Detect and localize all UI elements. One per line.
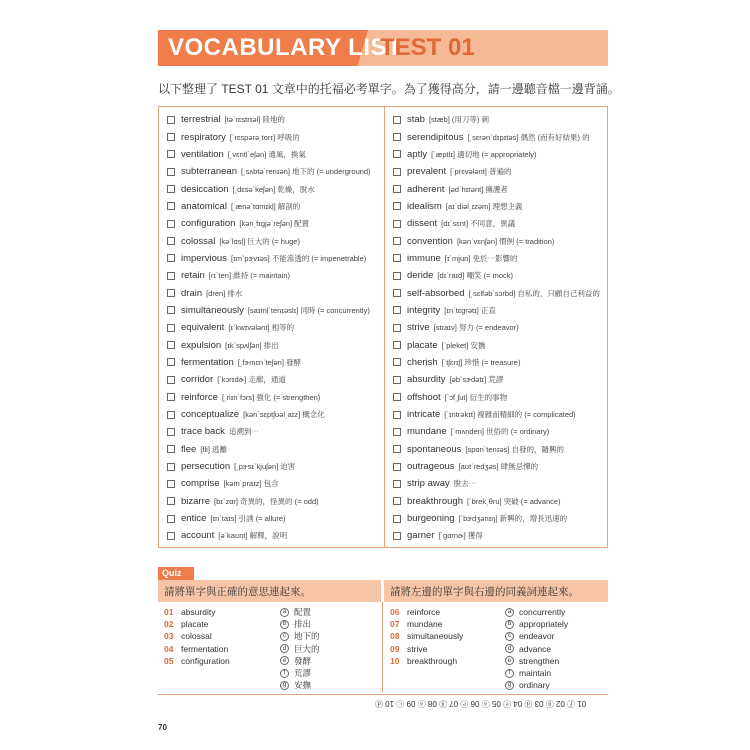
vocab-item [167, 198, 385, 215]
vocab-item [393, 146, 605, 163]
vocab-checkbox[interactable] [167, 306, 175, 314]
vocab-item [393, 250, 605, 267]
vocab-item [167, 163, 385, 180]
quiz-word-row [390, 630, 463, 642]
quiz-word: mundane [407, 619, 443, 630]
vocab-item [167, 232, 385, 249]
quiz-word-row [390, 655, 463, 667]
vocab-gloss: [͵dɛsə`keʃən] 乾燥，脫水 [232, 184, 315, 194]
vocab-word: dissent [407, 218, 438, 230]
vocab-item [167, 510, 385, 527]
vocab-item [167, 475, 385, 492]
vocab-item [393, 302, 605, 319]
vocab-item [167, 423, 385, 440]
vocab-gloss: [aʊt`redʒəs] 肆無忌憚的 [458, 462, 539, 472]
vocab-item [167, 146, 385, 163]
vocab-word: breakthrough [407, 495, 463, 507]
quiz-word-row [164, 643, 230, 655]
vocab-item [393, 510, 605, 527]
vocab-word: ventilation [181, 148, 224, 160]
quiz-word-row [390, 606, 463, 618]
vocab-word: persecution [181, 461, 231, 473]
quiz-option-text: ordinary [519, 680, 550, 691]
vocab-word: convention [407, 235, 453, 247]
quiz-option-row [505, 655, 568, 667]
vocab-item [167, 389, 385, 406]
quiz-option-letter: b [280, 620, 289, 629]
vocab-checkbox[interactable] [393, 324, 401, 332]
vocab-checkbox[interactable] [167, 515, 175, 523]
vocab-item [393, 180, 605, 197]
vocab-item [393, 215, 605, 232]
vocab-item [393, 493, 605, 510]
quiz-word-row [164, 606, 230, 618]
vocab-gloss: [ɪ`mjun] 免於⋯影響的 [444, 253, 518, 263]
vocab-word: absurdity [407, 374, 446, 386]
vocab-gloss: [`ɔf͵ʃut] 衍生的事物 [444, 392, 508, 402]
vocab-word: comprise [181, 478, 220, 490]
vocab-word: trace back [181, 426, 225, 438]
vocab-checkbox[interactable] [393, 237, 401, 245]
vocab-checkbox[interactable] [167, 463, 175, 471]
quiz-option-letter: d [280, 644, 289, 653]
vocab-gloss: [`brek͵θru] 突破 (= advance) [466, 496, 561, 506]
quiz-option-text: concurrently [519, 607, 566, 618]
quiz-word-row [390, 618, 463, 630]
quiz-option-letter: e [280, 656, 289, 665]
vocab-gloss: [ɪn`taɪs] 引誘 (= allure) [210, 514, 286, 524]
vocab-word: expulsion [181, 339, 222, 351]
vocab-word: colossal [181, 235, 216, 247]
vocab-gloss: [kən`vɛnʃən] 慣例 (= tradition) [456, 236, 555, 246]
quiz-word: breakthrough [407, 655, 458, 666]
quiz-number: 07 [390, 619, 400, 630]
vocab-item [167, 319, 385, 336]
vocab-word: stab [407, 114, 425, 126]
quiz-option-letter: b [505, 620, 514, 629]
quiz-option-row [505, 643, 568, 655]
vocab-gloss: [͵sʌbtə`renɪən] 地下的 (= underground) [240, 167, 371, 177]
vocab-item [393, 336, 605, 353]
vocab-item [393, 406, 605, 423]
vocab-word: immune [407, 252, 441, 264]
vocab-word: corridor [181, 374, 214, 386]
quiz-word: configuration [181, 655, 230, 666]
vocab-gloss: [əd`hɪrənt] 擁護者 [448, 184, 508, 194]
vocab-gloss: [ɪm`pɝvɪəs] 不能滲透的 (= impenetrable) [230, 253, 367, 263]
quiz-word-row [164, 630, 230, 642]
vocab-item [167, 406, 385, 423]
vocab-item [393, 128, 605, 145]
vocab-gloss: [͵fɝmɛn`teʃən] 發酵 [237, 357, 301, 367]
quiz-left-words [164, 606, 230, 667]
quiz-option-letter: c [505, 632, 514, 641]
quiz-option-letter: d [505, 644, 514, 653]
quiz-option-row [280, 630, 320, 642]
quiz-option-row [280, 679, 320, 691]
quiz-option-letter: f [505, 669, 514, 678]
vocab-checkbox[interactable] [393, 202, 401, 210]
quiz-left-options [280, 606, 320, 691]
quiz-word: simultaneously [407, 631, 464, 642]
vocab-word: anatomical [181, 200, 227, 212]
vocab-checkbox[interactable] [167, 116, 175, 124]
vocab-checkbox[interactable] [393, 480, 401, 488]
vocab-word: retain [181, 270, 205, 282]
quiz-option-letter: g [505, 681, 514, 690]
vocab-word: drain [181, 287, 203, 299]
quiz-number: 10 [390, 655, 400, 666]
vocab-item [393, 284, 605, 301]
vocab-item [393, 423, 605, 440]
quiz-column-divider [382, 602, 383, 692]
vocab-word: serendipitous [407, 131, 464, 143]
quiz-option-row [505, 679, 568, 691]
vocab-checkbox[interactable] [393, 341, 401, 349]
quiz-option-text: endeavor [519, 631, 555, 642]
vocab-checkbox[interactable] [167, 237, 175, 245]
vocab-gloss: [rɪ`ten] 維持 (= maintain) [208, 271, 290, 281]
vocab-gloss: [`ɪntrəkɪt] 複雜而精細的 (= complicated) [444, 410, 576, 420]
vocab-word: deride [407, 270, 434, 282]
vocab-word: prevalent [407, 166, 447, 178]
vocab-checkbox[interactable] [393, 272, 401, 280]
vocab-item [167, 527, 385, 544]
vocab-word: aptly [407, 148, 428, 160]
vocab-checkbox[interactable] [167, 324, 175, 332]
vocab-checkbox[interactable] [167, 185, 175, 193]
vocab-checkbox[interactable] [393, 289, 401, 297]
vocab-checkbox[interactable] [393, 150, 401, 158]
vocab-item [393, 319, 605, 336]
vocab-checkbox[interactable] [167, 480, 175, 488]
vocab-item [393, 232, 605, 249]
vocab-item [393, 267, 605, 284]
vocab-gloss: [͵pɝsɪ`kjuʃən] 迫害 [234, 462, 296, 472]
vocab-word: garner [407, 530, 435, 542]
vocab-checkbox[interactable] [167, 254, 175, 262]
vocab-item [393, 441, 605, 458]
vocab-word: strip away [407, 478, 450, 490]
vocab-gloss: [`prɛvələnt] 普遍的 [450, 167, 512, 177]
vocab-gloss: [`bɝdʒənɪŋ] 新興的，增長迅速的 [458, 514, 568, 524]
quiz-option-letter: f [280, 669, 289, 678]
vocab-item [167, 336, 385, 353]
vocab-gloss: 追溯到⋯ [228, 427, 259, 437]
vocab-checkbox[interactable] [393, 133, 401, 141]
vocab-checkbox[interactable] [167, 133, 175, 141]
vocab-checkbox[interactable] [393, 185, 401, 193]
vocab-list-box [158, 106, 608, 548]
vocab-checkbox[interactable] [393, 428, 401, 436]
vocab-item [167, 354, 385, 371]
vocab-word: integrity [407, 304, 441, 316]
vocab-item [167, 458, 385, 475]
title-bar [158, 30, 608, 66]
vocab-item [167, 493, 385, 510]
quiz-number: 04 [164, 643, 174, 654]
quiz-number: 02 [164, 619, 174, 630]
vocab-checkbox[interactable] [167, 202, 175, 210]
vocab-gloss: [ɪk`spʌlʃən] 排出 [225, 340, 279, 350]
quiz-bottom-rule [158, 694, 608, 695]
vocab-gloss: [fli] 逃離 [200, 444, 227, 454]
vocab-checkbox[interactable] [167, 289, 175, 297]
vocab-gloss: [dɪ`sɛnt] 不同意，異議 [441, 219, 516, 229]
quiz-word-row [390, 643, 463, 655]
vocab-word: flee [181, 443, 197, 455]
vocab-gloss: [ɪn`tɛgrətɪ] 正直 [444, 305, 496, 315]
vocab-checkbox[interactable] [393, 116, 401, 124]
quiz-option-row [280, 618, 320, 630]
vocab-gloss: [saɪmḷ`tenɪəslɪ] 同時 (= concurrently) [247, 305, 370, 315]
vocab-checkbox[interactable] [393, 532, 401, 540]
vocab-gloss: [ə`kaʊnt] 解釋，說明 [218, 531, 288, 541]
vocab-word: spontaneous [407, 443, 462, 455]
vocab-word: cherish [407, 356, 438, 368]
page-number: 70 [158, 723, 167, 732]
vocab-gloss: [`rɛspərə͵torɪ] 呼吸的 [229, 132, 300, 142]
quiz-number: 05 [164, 655, 174, 666]
vocab-gloss: [ɪ`kwɪvələnt] 相等的 [228, 323, 295, 333]
quiz-word-row [164, 655, 230, 667]
vocab-gloss: [`kɔrɪdɚ] 走廊，通道 [217, 375, 286, 385]
quiz-option-letter: c [280, 632, 289, 641]
vocab-item [393, 527, 605, 544]
vocab-item [393, 475, 605, 492]
vocab-item [167, 267, 385, 284]
vocab-gloss: [͵sɛlfəb`sɔrbd] 自私的，只顧自己利益的 [468, 288, 600, 298]
quiz-option-row [280, 606, 320, 618]
vocab-checkbox[interactable] [393, 411, 401, 419]
intro-text: 以下整理了 TEST 01 文章中的托福必考單字。為了獲得高分，請一邊聽音檔一邊背誦。 [158, 82, 620, 96]
vocab-word: mundane [407, 426, 447, 438]
vocab-word: adherent [407, 183, 445, 195]
vocab-word: impervious [181, 252, 227, 264]
vocab-column-left [167, 111, 385, 545]
vocab-checkbox[interactable] [393, 168, 401, 176]
vocab-word: self-absorbed [407, 287, 465, 299]
quiz-number: 08 [390, 631, 400, 642]
quiz-word: absurdity [181, 607, 216, 618]
vocab-gloss: [`mʌnden] 世俗的 (= ordinary) [450, 427, 550, 437]
vocab-checkbox[interactable] [393, 358, 401, 366]
quiz-right-instruction: 請將左邊的單字與右邊的同義詞連起來。 [384, 580, 608, 602]
vocab-gloss: [kən`sɛptʃʊəl͵aɪz] 概念化 [243, 410, 325, 420]
vocab-gloss: [kə`lɑsḷ] 巨大的 (= huge) [219, 236, 300, 246]
vocab-word: idealism [407, 200, 442, 212]
vocab-column-right [393, 111, 605, 545]
test-label: TEST 01 [380, 34, 475, 61]
quiz-option-text: 地下的 [294, 631, 320, 642]
vocab-gloss: [kəm`praɪz] 包含 [223, 479, 279, 489]
vocab-gloss: [dren] 排水 [206, 288, 243, 298]
quiz-option-row [505, 667, 568, 679]
vocab-word: reinforce [181, 391, 218, 403]
vocab-checkbox[interactable] [167, 168, 175, 176]
vocab-item [393, 371, 605, 388]
vocab-gloss: [͵sɛrən`dɪpɪtəs] 偶然 (而有好結果) 的 [467, 132, 590, 142]
quiz-option-text: 安撫 [294, 680, 312, 691]
vocab-item [393, 163, 605, 180]
quiz-number: 09 [390, 643, 400, 654]
quiz-option-row [280, 655, 320, 667]
quiz-number: 06 [390, 607, 400, 618]
vocab-gloss: 脫去⋯ [453, 479, 477, 489]
vocab-item [167, 128, 385, 145]
vocab-word: burgeoning [407, 513, 455, 525]
quiz-option-row [505, 618, 568, 630]
vocab-item [393, 354, 605, 371]
vocab-gloss: [kən͵fɪgjə`reʃən] 配置 [239, 219, 310, 229]
quiz-option-text: 排出 [294, 619, 312, 630]
vocab-checkbox[interactable] [393, 376, 401, 384]
vocab-gloss: [`gɑrnɚ] 獲得 [438, 531, 483, 541]
vocab-checkbox[interactable] [393, 393, 401, 401]
quiz-option-text: 荒謬 [294, 668, 312, 679]
quiz-word: reinforce [407, 607, 441, 618]
vocab-word: conceptualize [181, 409, 240, 421]
vocab-gloss: [`pleket] 安撫 [441, 340, 486, 350]
vocab-word: entice [181, 513, 207, 525]
vocab-word: account [181, 530, 215, 542]
vocab-gloss: [stæb] (用刀等) 刺 [428, 115, 489, 125]
quiz-word: fermentation [181, 643, 229, 654]
vocab-word: outrageous [407, 461, 455, 473]
vocab-word: intricate [407, 409, 441, 421]
quiz-number: 01 [164, 607, 174, 618]
vocab-item [393, 198, 605, 215]
quiz-word: placate [181, 619, 209, 630]
vocab-checkbox[interactable] [393, 463, 401, 471]
vocab-word: equivalent [181, 322, 225, 334]
vocab-checkbox[interactable] [393, 254, 401, 262]
vocab-item [167, 284, 385, 301]
vocab-checkbox[interactable] [393, 497, 401, 505]
quiz-right-words [390, 606, 463, 667]
quiz-right-options [505, 606, 568, 691]
quiz-option-text: appropriately [519, 619, 569, 630]
vocab-gloss: [͵vɛntḷ`eʃən] 通風，換氣 [227, 149, 306, 159]
vocab-checkbox[interactable] [167, 532, 175, 540]
vocab-word: respiratory [181, 131, 226, 143]
quiz-option-row [505, 606, 568, 618]
vocab-checkbox[interactable] [167, 393, 175, 401]
vocab-checkbox[interactable] [393, 445, 401, 453]
vocab-word: terrestrial [181, 114, 221, 126]
quiz-left-instruction: 請將單字與正確的意思連起來。 [158, 580, 381, 602]
vocab-item [167, 180, 385, 197]
vocab-gloss: [straɪv] 努力 (= endeavor) [433, 323, 519, 333]
vocab-item [167, 111, 385, 128]
vocab-checkbox[interactable] [167, 150, 175, 158]
vocab-item [167, 371, 385, 388]
vocab-gloss: [tə`rɛstrɪəl] 陸地的 [224, 115, 285, 125]
vocab-item [167, 441, 385, 458]
vocab-word: bizarre [181, 495, 211, 507]
vocab-checkbox[interactable] [167, 220, 175, 228]
vocab-gloss: [əb`sɝdətɪ] 荒謬 [449, 375, 504, 385]
quiz-option-text: strengthen [519, 655, 560, 666]
vocab-checkbox[interactable] [167, 376, 175, 384]
vocab-checkbox[interactable] [393, 220, 401, 228]
quiz-option-text: 配置 [294, 607, 312, 618]
quiz-option-text: 發酵 [294, 655, 312, 666]
quiz-word: strive [407, 643, 428, 654]
quiz-option-letter: g [280, 681, 289, 690]
quiz-option-letter: e [505, 656, 514, 665]
quiz-option-text: advance [519, 643, 552, 654]
vocab-checkbox[interactable] [167, 497, 175, 505]
vocab-checkbox[interactable] [167, 358, 175, 366]
quiz-option-text: 巨大的 [294, 643, 320, 654]
vocab-gloss: [͵ænə`tɑmɪkḷ] 解剖的 [230, 201, 301, 211]
vocab-word: desiccation [181, 183, 229, 195]
vocab-checkbox[interactable] [167, 445, 175, 453]
vocab-word: subterranean [181, 166, 237, 178]
vocab-gloss: [bɪ`zɑr] 奇異的，怪異的 (= odd) [214, 496, 319, 506]
vocab-checkbox[interactable] [167, 341, 175, 349]
vocab-gloss: [spɑn`tenɪəs] 自發的，隨興的 [465, 444, 564, 454]
vocab-gloss: [aɪ`diəl͵ɪzəm] 理想主義 [445, 201, 523, 211]
quiz-option-row [280, 667, 320, 679]
vocab-gloss: [͵riɪn`fɔrs] 強化 (= strengthen) [221, 392, 321, 402]
quiz-option-letter: a [505, 608, 514, 617]
vocab-checkbox[interactable] [167, 428, 175, 436]
quiz-tab: Quiz [158, 567, 194, 580]
vocab-gloss: [`æptlɪ] 適切地 (= appropriately) [431, 149, 537, 159]
vocab-item [393, 458, 605, 475]
vocab-item [167, 250, 385, 267]
quiz-option-row [280, 643, 320, 655]
answer-key: 01 ⓕ 02 ⓖ 03 ⓓ 04 ⓔ 05 ⓐ 06 ⓔ 07 ⓖ 08 ⓐ 09 ⓒ 10 ⓓ [375, 699, 587, 708]
vocab-word: simultaneously [181, 304, 244, 316]
quiz-word: colossal [181, 631, 212, 642]
vocab-checkbox[interactable] [393, 306, 401, 314]
quiz-option-letter: a [280, 608, 289, 617]
vocab-item [167, 215, 385, 232]
vocab-word: offshoot [407, 391, 441, 403]
vocab-gloss: [dɪ`raɪd] 嘲笑 (= mock) [437, 271, 513, 281]
vocab-item [393, 389, 605, 406]
vocab-word: fermentation [181, 356, 234, 368]
vocab-checkbox[interactable] [393, 515, 401, 523]
quiz-word-row [164, 618, 230, 630]
vocab-word: placate [407, 339, 438, 351]
vocab-gloss: [`tʃɛrɪʃ] 珍惜 (= treasure) [441, 357, 521, 367]
vocab-item [167, 302, 385, 319]
vocab-checkbox[interactable] [167, 272, 175, 280]
vocab-word: strive [407, 322, 430, 334]
page-title: VOCABULARY LIST [168, 34, 403, 61]
quiz-number: 03 [164, 631, 174, 642]
quiz-option-text: maintain [519, 668, 552, 679]
vocab-item [393, 111, 605, 128]
quiz-option-row [505, 630, 568, 642]
vocab-checkbox[interactable] [167, 411, 175, 419]
vocab-word: configuration [181, 218, 236, 230]
